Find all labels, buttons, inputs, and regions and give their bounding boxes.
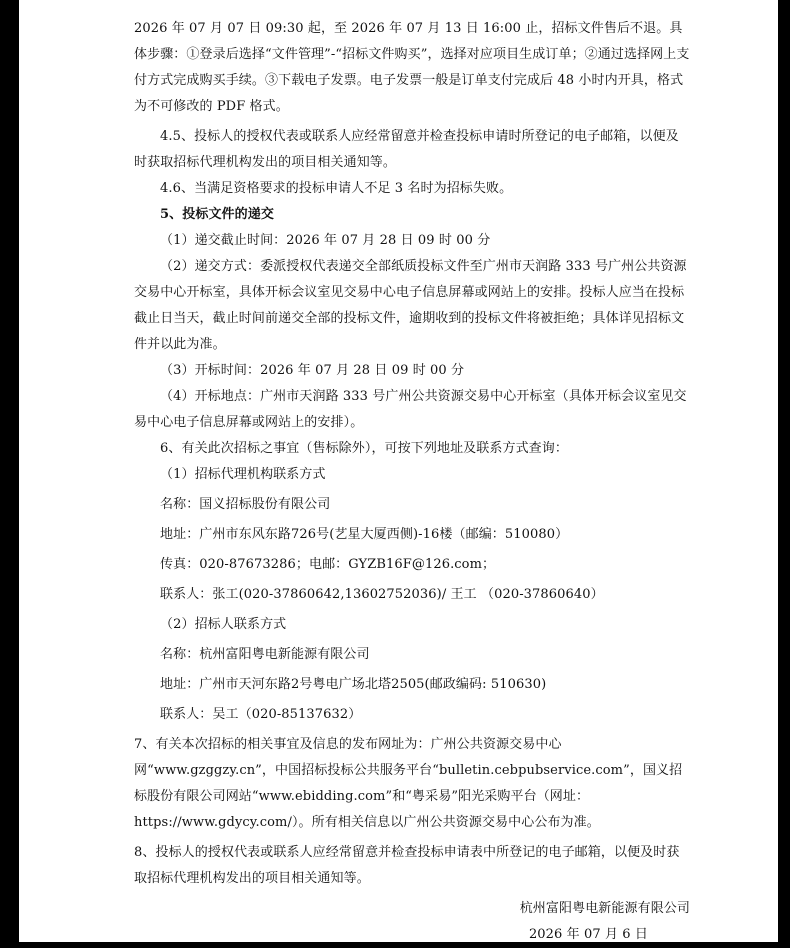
- paragraph-5-4: （4）开标地点：广州市天润路 333 号广州公共资源交易中心开标室（具体开标会议室见交易中心电子信息屏幕或网站上的安排）。: [134, 389, 687, 430]
- paragraph-6-1: （1）招标代理机构联系方式: [160, 467, 326, 482]
- signature-date: 2026 年 07 月 6 日: [528, 927, 648, 942]
- paragraph-4-6: 4.6、当满足资格要求的投标申请人不足 3 名时为招标失败。: [160, 181, 513, 196]
- document-body: [134, 16, 690, 948]
- signature-organization: 杭州富阳粤电新能源有限公司: [519, 901, 690, 916]
- owner-address: 地址：广州市天河东路2号粤电广场北塔2505(邮政编码: 510630): [160, 677, 547, 692]
- section-heading-5: 5、投标文件的递交: [160, 207, 274, 222]
- owner-contact: 联系人：吴工（020-85137632）: [160, 707, 362, 722]
- paragraph-5-1: （1）递交截止时间：2026 年 07 月 28 日 09 时 00 分: [160, 233, 491, 248]
- paragraph-5-2: （2）递交方式：委派授权代表递交全部纸质投标文件至广州市天润路 333 号广州公共资源交易中心开标室，具体开标会议室见交易中心电子信息屏幕或网站上的安排。投标人应当在投标截止日当天，截止时间前递交全部的投标文件，逾期收到的投标文件将被拒绝；具体详见招标文件并以此为准。: [134, 259, 687, 352]
- paragraph-6-2: （2）招标人联系方式: [160, 617, 287, 632]
- paragraph-6: 6、有关此次招标之事宜（售标除外），可按下列地址及联系方式查询：: [160, 441, 568, 456]
- paragraph-5-3: （3）开标时间：2026 年 07 月 28 日 09 时 00 分: [160, 363, 465, 378]
- agent-contact: 联系人：张工(020-37860642,13602752036)/ 王工 （020-37860640）: [160, 587, 604, 602]
- owner-name: 名称：杭州富阳粤电新能源有限公司: [160, 647, 370, 662]
- agent-fax-email: 传真：020-87673286；电邮：GYZB16F@126.com；: [160, 557, 496, 572]
- agent-address: 地址：广州市东风东路726号(艺星大厦西侧)-16楼（邮编：510080）: [160, 527, 569, 542]
- document-page: [19, 0, 778, 942]
- agent-name: 名称：国义招标股份有限公司: [160, 497, 331, 512]
- paragraph-8: 8、投标人的授权代表或联系人应经常留意并检查投标申请表中所登记的电子邮箱，以便及时获取招标代理机构发出的项目相关通知等。: [134, 845, 680, 886]
- paragraph-purchase-steps: 2026 年 07 月 07 日 09:30 起，至 2026 年 07 月 13 日 16:00 止，招标文件售后不退。具体步骤：①登录后选择“文件管理”-“招标文件购买”，选择对应项目生成订单；②通过选择网上支付方式完成购买手续。③下载电子发票。电子发票一般是订单支付完成后 48 小时内开具，格式为不可修改的 PDF 格式。: [134, 21, 690, 114]
- paragraph-4-5: 4.5、投标人的授权代表或联系人应经常留意并检查投标申请时所登记的电子邮箱，以便及时获取招标代理机构发出的项目相关通知等。: [134, 129, 679, 170]
- paragraph-7: 7、有关本次招标的相关事宜及信息的发布网址为：广州公共资源交易中心网“www.gzggzy.cn”，中国招标投标公共服务平台“bulletin.cebpubservice.com”，国义招标股份有限公司网站“www.ebidding.com”和“粤采易”阳光采购平台（网址：https://www.gdycy.com/）。所有相关信息以广州公共资源交易中心公布为准。: [134, 737, 683, 830]
